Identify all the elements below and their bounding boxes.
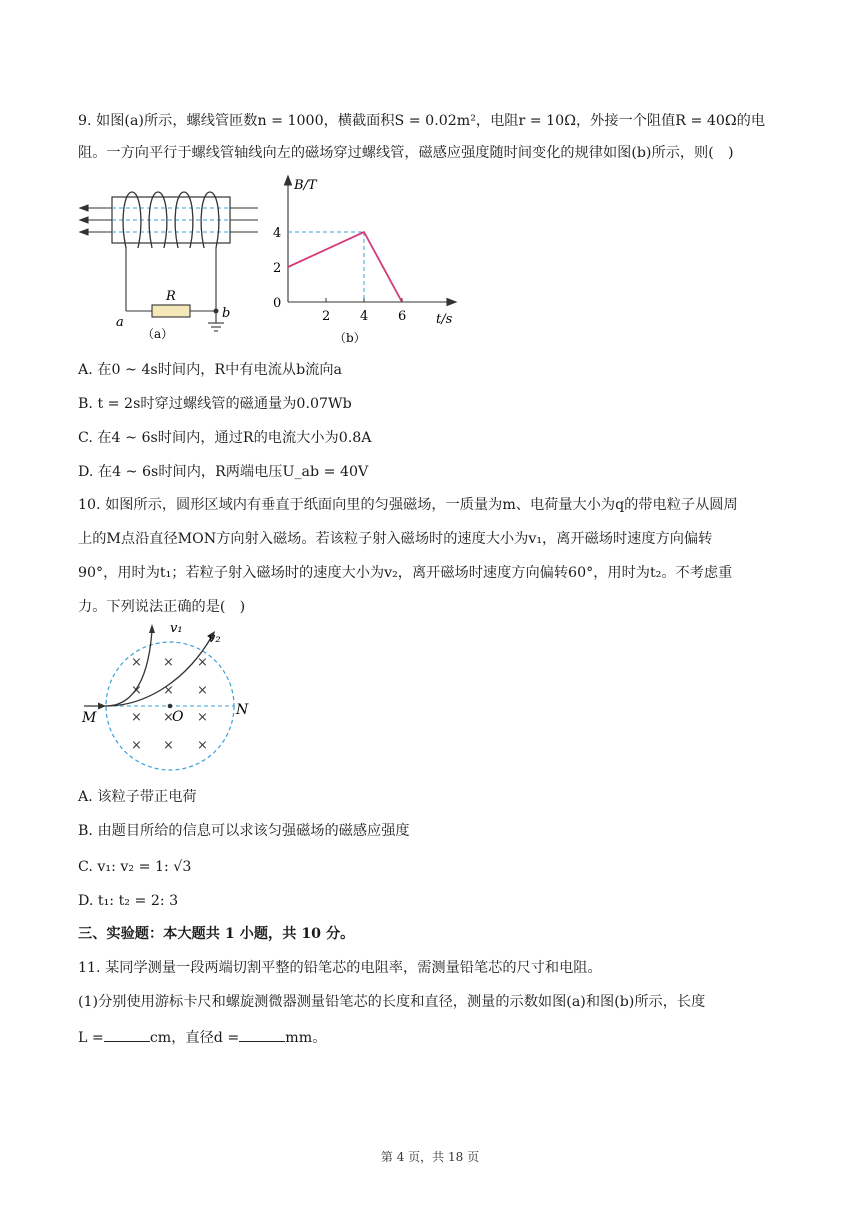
page-footer: 第 4 页，共 18 页	[380, 1150, 480, 1164]
y-tick-label: 4	[273, 226, 282, 241]
q9-option-d: D. 在4 ~ 6s时间内，R两端电压U_ab = 40V	[78, 464, 369, 480]
field-cross: ×	[163, 655, 174, 670]
q10-option-d: D. t₁: t₂ = 2: 3	[78, 893, 179, 909]
figure-a-caption: （a）	[142, 327, 174, 340]
field-cross: ×	[163, 683, 174, 698]
point-n-label: N	[236, 702, 249, 718]
point-m-label: M	[82, 710, 97, 726]
q10-stem-line2: 上的M点沿直径MON方向射入磁场。若该粒子射入磁场时的速度大小为v₁，离开磁场时速度方向偏转	[78, 531, 713, 547]
section-heading: 三、实验题：本大题共 1 小题，共 10 分。	[78, 926, 355, 942]
q10-option-a: A. 该粒子带正电荷	[78, 789, 197, 805]
diameter-answer-blank[interactable]	[239, 1027, 285, 1042]
q9-stem-line1: 9. 如图(a)所示，螺线管匝数n = 1000，横截面积S = 0.02m²，电阻r = 10Ω，外接一个阻值R = 40Ω的电	[78, 113, 766, 129]
x-tick-label: 4	[360, 309, 369, 324]
origin-label: 0	[273, 296, 282, 311]
diameter-label: cm，直径d =	[149, 1030, 240, 1046]
field-cross: ×	[163, 738, 174, 753]
q11-stem-line1: 11. 某同学测量一段两端切割平整的铅笔芯的电阻率，需测量铅笔芯的尺寸和电阻。	[78, 960, 602, 976]
y-axis-label: B/T	[294, 178, 317, 193]
field-cross: ×	[197, 683, 208, 698]
q10-stem-line4: 力。下列说法正确的是( )	[78, 599, 246, 615]
length-answer-blank[interactable]	[104, 1027, 150, 1042]
q9-figure-b-chart	[268, 170, 468, 345]
field-cross: ×	[131, 710, 142, 725]
field-cross: ×	[131, 738, 142, 753]
x-tick-label: 2	[322, 309, 331, 324]
field-cross: ×	[197, 655, 208, 670]
field-cross: ×	[131, 655, 142, 670]
q9-stem-line2: 阻。一方向平行于螺线管轴线向左的磁场穿过螺线管，磁感应强度随时间变化的规律如图(b)所示，则( )	[78, 145, 734, 161]
velocity-v1-label: v₁	[170, 621, 183, 636]
terminal-b-label: b	[222, 306, 231, 321]
q10-stem-line1: 10. 如图所示，圆形区域内有垂直于纸面向里的匀强磁场，一质量为m、电荷量大小为q的带电粒子从圆周	[78, 497, 738, 513]
q9-option-b: B. t = 2s时穿过螺线管的磁通量为0.07Wb	[78, 396, 352, 412]
q11-stem-line2: (1)分别使用游标卡尺和螺旋测微器测量铅笔芯的长度和直径，测量的示数如图(a)和图(b)所示，长度	[78, 994, 706, 1010]
unit-label: mm。	[285, 1030, 327, 1046]
x-tick-label: 6	[398, 309, 407, 324]
x-axis-label: t/s	[436, 312, 453, 327]
resistor-label: R	[166, 289, 176, 304]
series-line-b	[288, 232, 402, 302]
y-tick-label: 2	[273, 261, 282, 276]
q10-option-c: C. v₁: v₂ = 1: √3	[78, 859, 192, 875]
length-label: L =	[78, 1030, 104, 1046]
q9-figure-a-solenoid	[74, 180, 264, 340]
figure-b-caption: （b）	[334, 331, 366, 345]
q9-option-a: A. 在0 ~ 4s时间内，R中有电流从b流向a	[78, 362, 342, 378]
q11-stem-line3	[78, 1027, 326, 1047]
q9-option-c: C. 在4 ~ 6s时间内，通过R的电流大小为0.8A	[78, 430, 372, 446]
field-cross: ×	[131, 683, 142, 698]
point-o-label: O	[172, 709, 184, 725]
velocity-v2-label: v₂	[208, 631, 221, 646]
q10-figure-field	[78, 618, 268, 778]
q10-option-b: B. 由题目所给的信息可以求该匀强磁场的磁感应强度	[78, 823, 410, 839]
field-cross: ×	[197, 738, 208, 753]
terminal-a-label: a	[116, 315, 124, 330]
field-cross: ×	[197, 710, 208, 725]
q10-stem-line3: 90°，用时为t₁；若粒子射入磁场时的速度大小为v₂，离开磁场时速度方向偏转60°，用时为t₂。不考虑重	[78, 565, 733, 581]
field-cross: ×	[163, 710, 174, 725]
